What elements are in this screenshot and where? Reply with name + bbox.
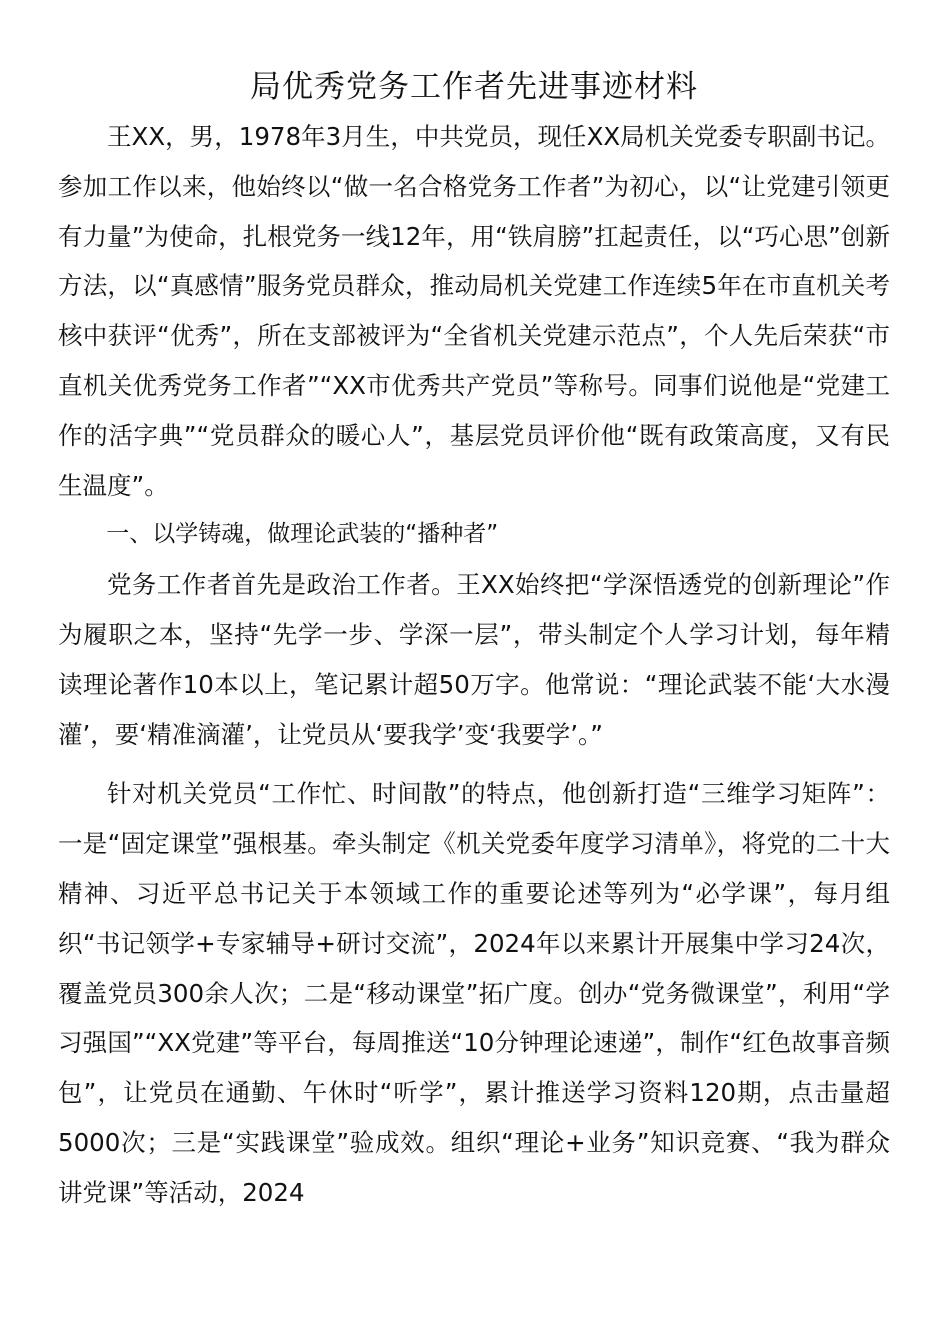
document-title: 局优秀党务工作者先进事迹材料	[250, 69, 698, 105]
paragraph-gap	[58, 759, 890, 769]
body-paragraph: 党务工作者首先是政治工作者。王XX始终把“学深悟透党的创新理论”作为履职之本，坚持“先学一步、学深一层”，带头制定个人学习计划，每年精读理论著作10本以上，笔记累计超50万字。他常说：“理论武装不能‘大水漫灌’，要‘精准滴灌’，让党员从‘要我学’变‘我要学’。”	[58, 570, 890, 749]
body-paragraph: 针对机关党员“工作忙、时间散”的特点，他创新打造“三维学习矩阵”：一是“固定课堂”强根基。牵头制定《机关党委年度学习清单》，将党的二十大精神、习近平总书记关于本领域工作的重要论述等列为“必学课”，每月组织“书记领学+专家辅导+研讨交流”，2024年以来累计开展集中学习24次，覆盖党员300余人次；二是“移动课堂”拓广度。创办“党务微课堂”，利用“学习强国”“XX党建”等平台，每周推送“10分钟理论速递”，制作“红色故事音频包”，让党员在通勤、午休时“听学”，累计推送学习资料120期，点击量超5000次；三是“实践课堂”验成效。组织“理论+业务”知识竞赛、“我为群众讲党课”等活动，2024	[58, 779, 890, 1207]
section-heading: 一、以学铸魂，做理论武装的“播种者”	[106, 521, 499, 548]
intro-paragraph: 王XX，男，1978年3月生，中共党员，现任XX局机关党委专职副书记。参加工作以来，他始终以“做一名合格党务工作者”为初心，以“让党建引领更有力量”为使命，扎根党务一线12年，用“铁肩膀”扛起责任，以“巧心思”创新方法，以“真感情”服务党员群众，推动局机关党建工作连续5年在市直机关考核中获评“优秀”，所在支部被评为“全省机关党建示范点”，个人先后荣获“市直机关优秀党务工作者”“XX市优秀共产党员”等称号。同事们说他是“党建工作的活字典”“党员群众的暖心人”，基层党员评价他“既有政策高度，又有民生温度”。	[58, 122, 890, 500]
